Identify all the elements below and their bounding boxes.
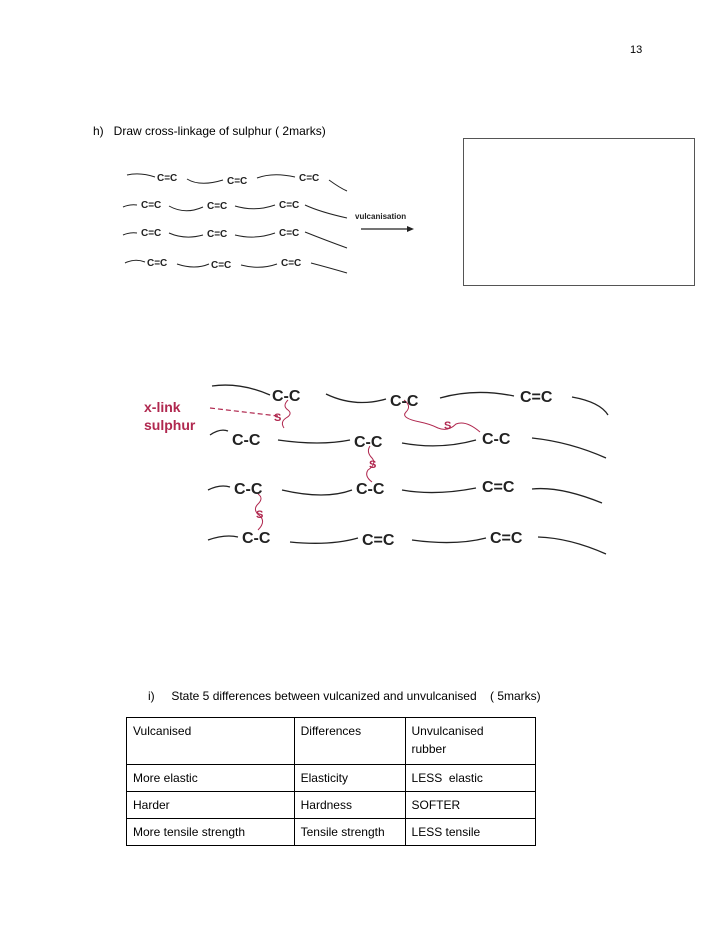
table-cell: Harder [127,792,295,819]
chain-group: C-C [234,481,263,498]
sulphur-atom: S [369,459,377,471]
table-row [127,819,536,846]
chain-group: C-C [242,530,271,547]
chain-group: C=C [157,173,178,184]
question-h: h) Draw cross-linkage of sulphur ( 2marks) [93,124,326,138]
sulphur-atom: S [274,412,282,424]
sulphur-atom: S [444,420,452,432]
question-i: i) State 5 differences between vulcanized and unvulcanised ( 5marks) [148,689,541,703]
chain-group: C=C [207,201,228,212]
chain-group: C-C [356,481,385,498]
table-cell: SOFTER [405,792,535,819]
table-header-cell: Differences [294,718,405,765]
chain-group: C-C [390,393,419,410]
chain-group: C-C [272,388,301,405]
chain-group: C=C [482,479,515,496]
chain-group: C=C [141,228,162,239]
chain-group: C-C [232,432,261,449]
table-cell: LESS tensile [405,819,535,846]
vulcanised-crosslink-diagram [130,370,610,570]
table-cell: Hardness [294,792,405,819]
vulcanisation-label: vulcanisation [355,212,407,221]
chain-group: C=C [520,389,553,406]
chain-group: C=C [141,200,162,211]
table-header-cell [405,718,535,765]
chain-group: C=C [299,173,320,184]
chain-group: C=C [211,260,232,271]
chain-group: C=C [279,228,300,239]
vulcanisation-arrow [361,226,414,232]
table-cell: LESS elastic [405,765,535,792]
table-cell: More elastic [127,765,295,792]
table-header-cell: Vulcanised [127,718,295,765]
table-cell: More tensile strength [127,819,295,846]
chain-group: C=C [207,229,228,240]
chain-group: C=C [147,258,168,269]
chain-group: C=C [227,176,248,187]
table-cell: Tensile strength [294,819,405,846]
table-row [127,792,536,819]
chain-group: C=C [279,200,300,211]
table-header-row [127,718,536,765]
table-cell: Elasticity [294,765,405,792]
chain-group: C-C [354,434,383,451]
label-pointer [210,408,278,416]
chain-group: C=C [362,532,395,549]
sulphur-label: sulphur [144,417,196,433]
page-number: 13 [630,44,643,56]
differences-table [126,717,536,846]
chain-group: C-C [482,431,511,448]
x-link-label: x-link [144,399,181,415]
header-text-line: Unvulcanised [411,724,484,738]
sulphur-atom: S [256,509,264,521]
table-row [127,765,536,792]
chain-group: C=C [490,530,523,547]
unvulcanised-chains-diagram [115,160,435,280]
chain-group: C=C [281,258,302,269]
header-text-line: rubber [411,742,447,756]
answer-box [463,138,695,286]
